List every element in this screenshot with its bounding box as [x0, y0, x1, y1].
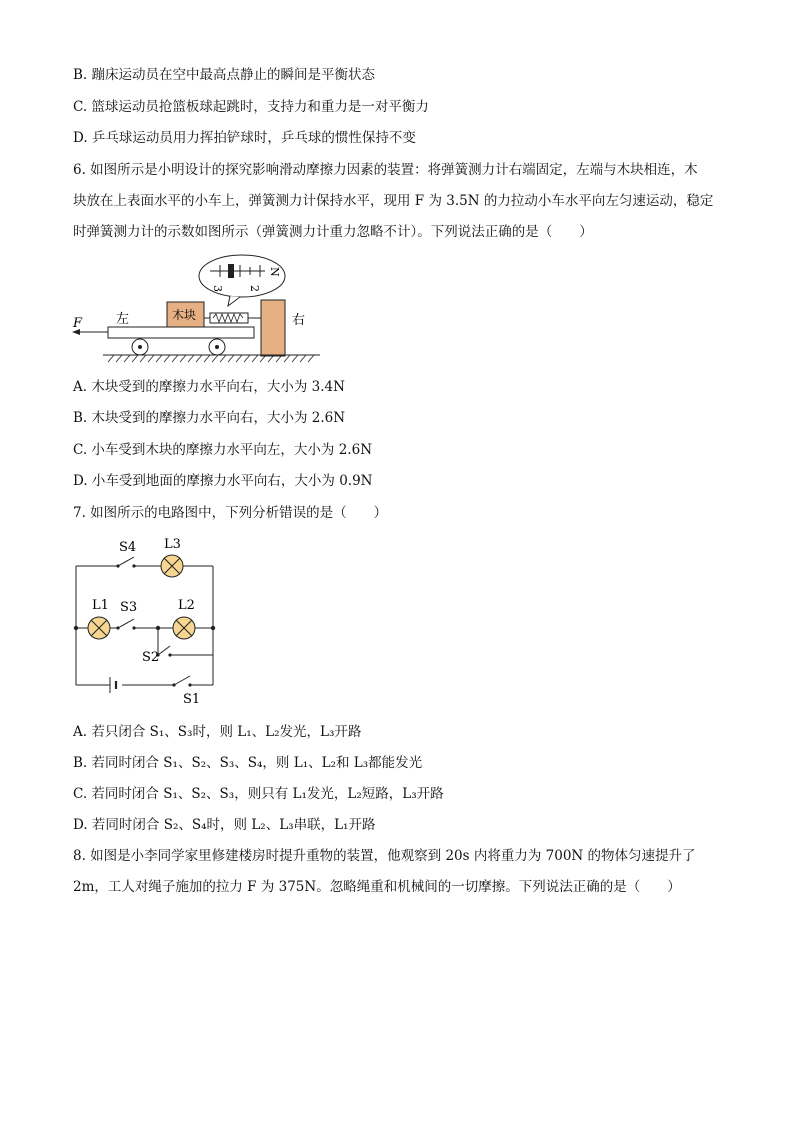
scale-unit: N — [268, 267, 281, 277]
fixed-wall — [261, 300, 285, 356]
lamp-L3 — [161, 555, 183, 577]
question-6-line-2: 块放在上表面水平的小车上，弹簧测力计保持水平，现用 F 为 3.5N 的力拉动小车水平向左匀速运动，稳定 — [73, 193, 714, 209]
scale-tick-3: 3 — [211, 285, 224, 292]
label-S1: S1 — [183, 692, 201, 707]
option-7a: A. 若只闭合 S₁、S₃时，则 L₁、L₂发光，L₃开路 — [73, 724, 362, 740]
question-8-line-2: 2m，工人对绳子施加的拉力 F 为 375N。忽略绳重和机械间的一切摩擦。下列说法正确的是（ ） — [73, 879, 681, 895]
option-7c: C. 若同时闭合 S₁、S₂、S₃，则只有 L₁发光，L₂短路，L₃开路 — [73, 786, 444, 802]
option-6c: C. 小车受到木块的摩擦力水平向左，大小为 2.6N — [73, 442, 373, 458]
right-label: 右 — [292, 313, 306, 328]
scale-pointer — [228, 264, 234, 278]
question-8-line-1: 8. 如图是小李同学家里修建楼房时提升重物的装置，他观察到 20s 内将重力为 700N 的物体匀速提升了 — [73, 848, 696, 864]
option-6d: D. 小车受到地面的摩擦力水平向右，大小为 0.9N — [73, 473, 373, 489]
cart-body — [108, 327, 254, 338]
question-6-line-3: 时弹簧测力计的示数如图所示（弹簧测力计重力忽略不计）。下列说法正确的是（ ） — [73, 224, 593, 240]
label-L3: L3 — [164, 537, 181, 552]
option-5b: B. 蹦床运动员在空中最高点静止的瞬间是平衡状态 — [73, 67, 376, 83]
option-6b: B. 木块受到的摩擦力水平向右，大小为 2.6N — [73, 410, 346, 426]
circuit-diagram-figure — [66, 533, 226, 708]
question-7: 7. 如图所示的电路图中，下列分析错误的是（ ） — [73, 505, 388, 521]
option-5d: D. 乒乓球运动员用力挥拍铲球时，乒乓球的惯性保持不变 — [73, 130, 416, 146]
scale-tick-2: 2 — [248, 285, 261, 292]
friction-apparatus-figure — [70, 252, 340, 367]
lamp-L2 — [173, 617, 195, 639]
option-5c: C. 篮球运动员抢篮板球起跳时，支持力和重力是一对平衡力 — [73, 99, 429, 115]
block-label: 木块 — [172, 308, 197, 322]
option-7b: B. 若同时闭合 S₁、S₂、S₃、S₄，则 L₁、L₂和 L₃都能发光 — [73, 755, 423, 771]
force-label: F — [73, 316, 83, 331]
option-6a: A. 木块受到的摩擦力水平向右，大小为 3.4N — [73, 379, 345, 395]
left-label: 左 — [116, 312, 130, 327]
label-S3: S3 — [120, 600, 138, 615]
lamp-L1 — [88, 617, 110, 639]
label-S4: S4 — [119, 540, 137, 555]
label-L2: L2 — [178, 598, 195, 613]
label-S2: S2 — [142, 650, 160, 665]
option-7d: D. 若同时闭合 S₂、S₄时，则 L₂、L₃串联，L₁开路 — [73, 817, 376, 833]
question-6-line-1: 6. 如图所示是小明设计的探究影响滑动摩擦力因素的装置：将弹簧测力计右端固定，左端与木块相连，木 — [73, 162, 698, 178]
label-L1: L1 — [92, 598, 109, 613]
